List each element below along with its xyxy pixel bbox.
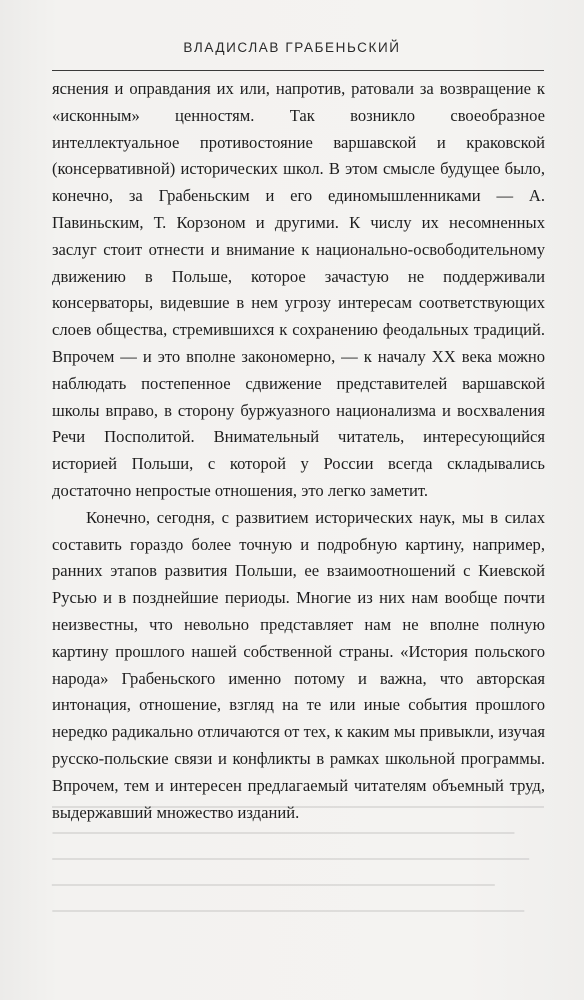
reverse-side-bleed-through bbox=[52, 806, 544, 936]
header-rule bbox=[52, 70, 544, 71]
paragraph-2: Конечно, сегодня, с развитием исторических наук, мы в силах составить гораздо более точную и подробную картину, например, ранних этапов развития Польши, ее взаимоотношений с Киевской Русью и в позднейшие периоды. Многие из них нам вообще почти неизвестны, что невольно представляет нам не вполне полную картину прошлого нашей собственной страны. «История польского народа» Грабеньского именно потому и важна, что авторская интонация, отношение, взгляд на те или иные события прошлого нередко радикально отличаются от тех, к каким мы привыкли, изучая русско-польские связи и конфликты в рамках школьной программы. Впрочем, тем и интересен предлагаемый читателям объемный труд, выдержавший множество изданий. bbox=[52, 507, 545, 822]
paragraph-1: яснения и оправдания их или, напротив, ратовали за возвращение к «исконным» ценностям. Так возникло своеобразное интеллектуальное противостояние варшавской и краковской (консервативной) исторических школ. В этом смысле будущее было, конечно, за Грабеньским и его единомышленниками — А. Павиньским, Т. Корзоном и другими. К числу их несомненных заслуг стоит отнести и внимание к национально-освободительному движению в Польше, которое зачастую не поддерживали консерваторы, видевшие в нем угрозу интересам соответствующих слоев общества, стремившихся к сохранению феодальных традиций. Впрочем — и это вполне закономерно, — к началу XX века можно наблюдать постепенное сдвижение представителей варшавской школы вправо, в сторону буржуазного национализма и восхваления Речи Посполитой. Внимательный читатель, интересующийся историей Польши, с которой у России всегда складывались достаточно непростые отношения, это легко заметит. bbox=[52, 79, 545, 500]
running-head: ВЛАДИСЛАВ ГРАБЕНЬСКИЙ bbox=[183, 40, 401, 55]
body-text bbox=[52, 76, 545, 826]
